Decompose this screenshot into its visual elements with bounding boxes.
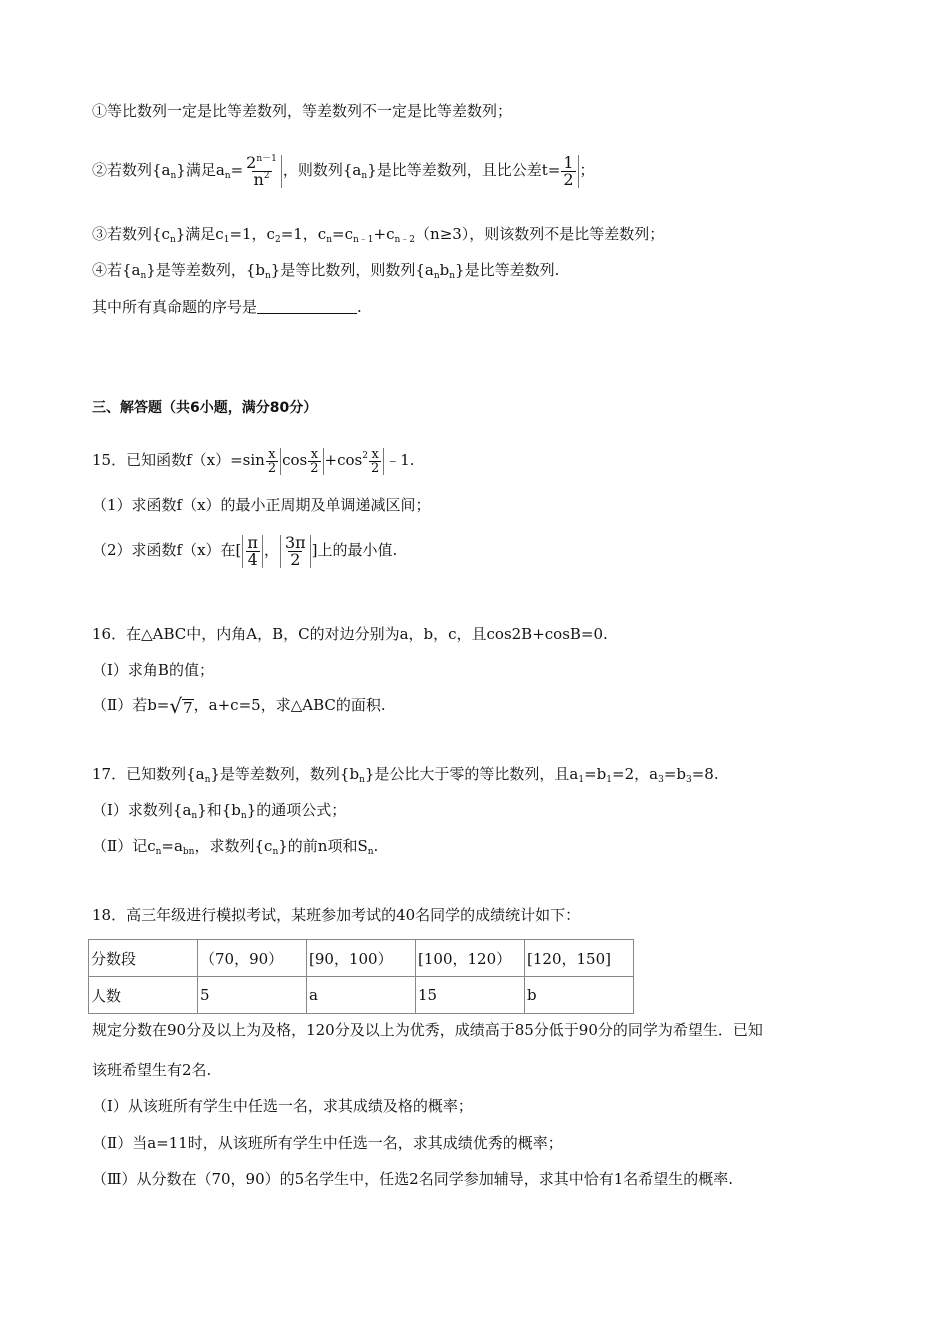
problem-17-part-2: （Ⅱ）记$c_n=a_{bn}$，求数列$\{c_n\}$的前n项和$S_n$. — [92, 837, 379, 857]
fraction-x-over-2: $\frac{x}{2}$ — [266, 448, 281, 475]
table-row — [89, 977, 634, 1014]
table-cell: 5 — [198, 977, 307, 1014]
table-row — [89, 940, 634, 977]
problem-18-part-2: （Ⅱ）当a=11时，从该班所有学生中任选一名，求其成绩优秀的概率； — [92, 1134, 563, 1152]
table-cell: b — [525, 977, 634, 1014]
statement-4: ④若$\{a_n\}$是等差数列，$\{b_n\}$是等比数列，则数列$\{a_nb_n\}$是比等差数列. — [92, 261, 560, 281]
question-prompt: 其中所有真命题的序号是 . — [92, 298, 362, 316]
fraction-an: $\frac{2^{n-1}}{n^2}$ — [244, 155, 282, 188]
sqrt-7: √ 7 — [169, 694, 193, 718]
problem-18: 18．高三年级进行模拟考试，某班参加考试的40名同学的成绩统计如下： — [92, 906, 581, 924]
table-cell: （70，90） — [198, 940, 307, 977]
statement-2: ②若数列$\{a_n\}$满足$a_n=$ $\frac{2^{n-1}}{n^2}$ ，则数列$\{a_n\}$是比等差数列，且比公差t= $\frac{1}{2}$ ； — [92, 152, 595, 189]
fraction-x-over-2: $\frac{x}{2}$ — [369, 448, 384, 475]
fraction-x-over-2: $\frac{x}{2}$ — [308, 448, 323, 475]
problem-18-text-1: 规定分数在90分及以上为及格，120分及以上为优秀，成绩高于85分低于90分的同学为希望生．已知 — [92, 1021, 763, 1039]
score-table — [88, 939, 634, 1014]
table-cell: [90，100） — [307, 940, 416, 977]
problem-18-text-2: 该班希望生有2名. — [92, 1061, 212, 1079]
problem-16-part-2: （Ⅱ）若b= √ 7 ，a+c=5，求△ABC的面积. — [92, 694, 386, 718]
fraction-pi-over-4: $\frac{\pi}{4}$ — [242, 535, 263, 568]
table-cell: 分数段 — [89, 940, 198, 977]
table-cell: 15 — [416, 977, 525, 1014]
problem-17-part-1: （Ⅰ）求数列$\{a_n\}$和$\{b_n\}$的通项公式； — [92, 801, 347, 821]
table-cell: a — [307, 977, 416, 1014]
answer-blank — [257, 299, 357, 314]
problem-15-part-2: （2）求函数f（x）在[ $\frac{\pi}{4}$ ， $\frac{3\pi}{2}$ ]上的最小值. — [92, 532, 398, 569]
statement-3: ③若数列$\{c_n\}$满足$c_1=1$，$c_2=1$，$c_n=c_{n﹣1}+c_{n﹣2}(n\ge 3)$，则该数列不是比等差数列； — [92, 225, 665, 245]
problem-15: 15．已知函数f（x）=sin $\frac{x}{2}$ cos $\frac{x}{2}$ $+\cos^2$ $\frac{x}{2}$ ﹣1. — [92, 446, 415, 476]
problem-16: 16．在△ABC中，内角A，B，C的对边分别为a，b，c，且cos2B+cosB=0. — [92, 625, 608, 643]
problem-17: 17．已知数列$\{a_n\}$是等差数列，数列$\{b_n\}$是公比大于零的等比数列，且$a_1=b_1=2$，$a_3=b_3=8$. — [92, 765, 719, 785]
section-title: 三、解答题（共6小题，满分80分） — [92, 400, 318, 416]
table-cell: [100，120） — [416, 940, 525, 977]
table-cell: [120，150] — [525, 940, 634, 977]
table-cell: 人数 — [89, 977, 198, 1014]
fraction-3pi-over-2: $\frac{3\pi}{2}$ — [280, 535, 311, 568]
problem-18-part-1: （Ⅰ）从该班所有学生中任选一名，求其成绩及格的概率； — [92, 1097, 473, 1115]
statement-1: ①等比数列一定是比等差数列，等差数列不一定是比等差数列； — [92, 102, 513, 120]
problem-18-part-3: （Ⅲ）从分数在（70，90）的5名学生中，任选2名同学参加辅导，求其中恰有1名希望生的概率. — [92, 1170, 734, 1188]
fraction-t: $\frac{1}{2}$ — [561, 155, 578, 188]
problem-16-part-1: （Ⅰ）求角B的值； — [92, 661, 214, 679]
problem-15-part-1: （1）求函数f（x）的最小正周期及单调递减区间； — [92, 496, 431, 514]
